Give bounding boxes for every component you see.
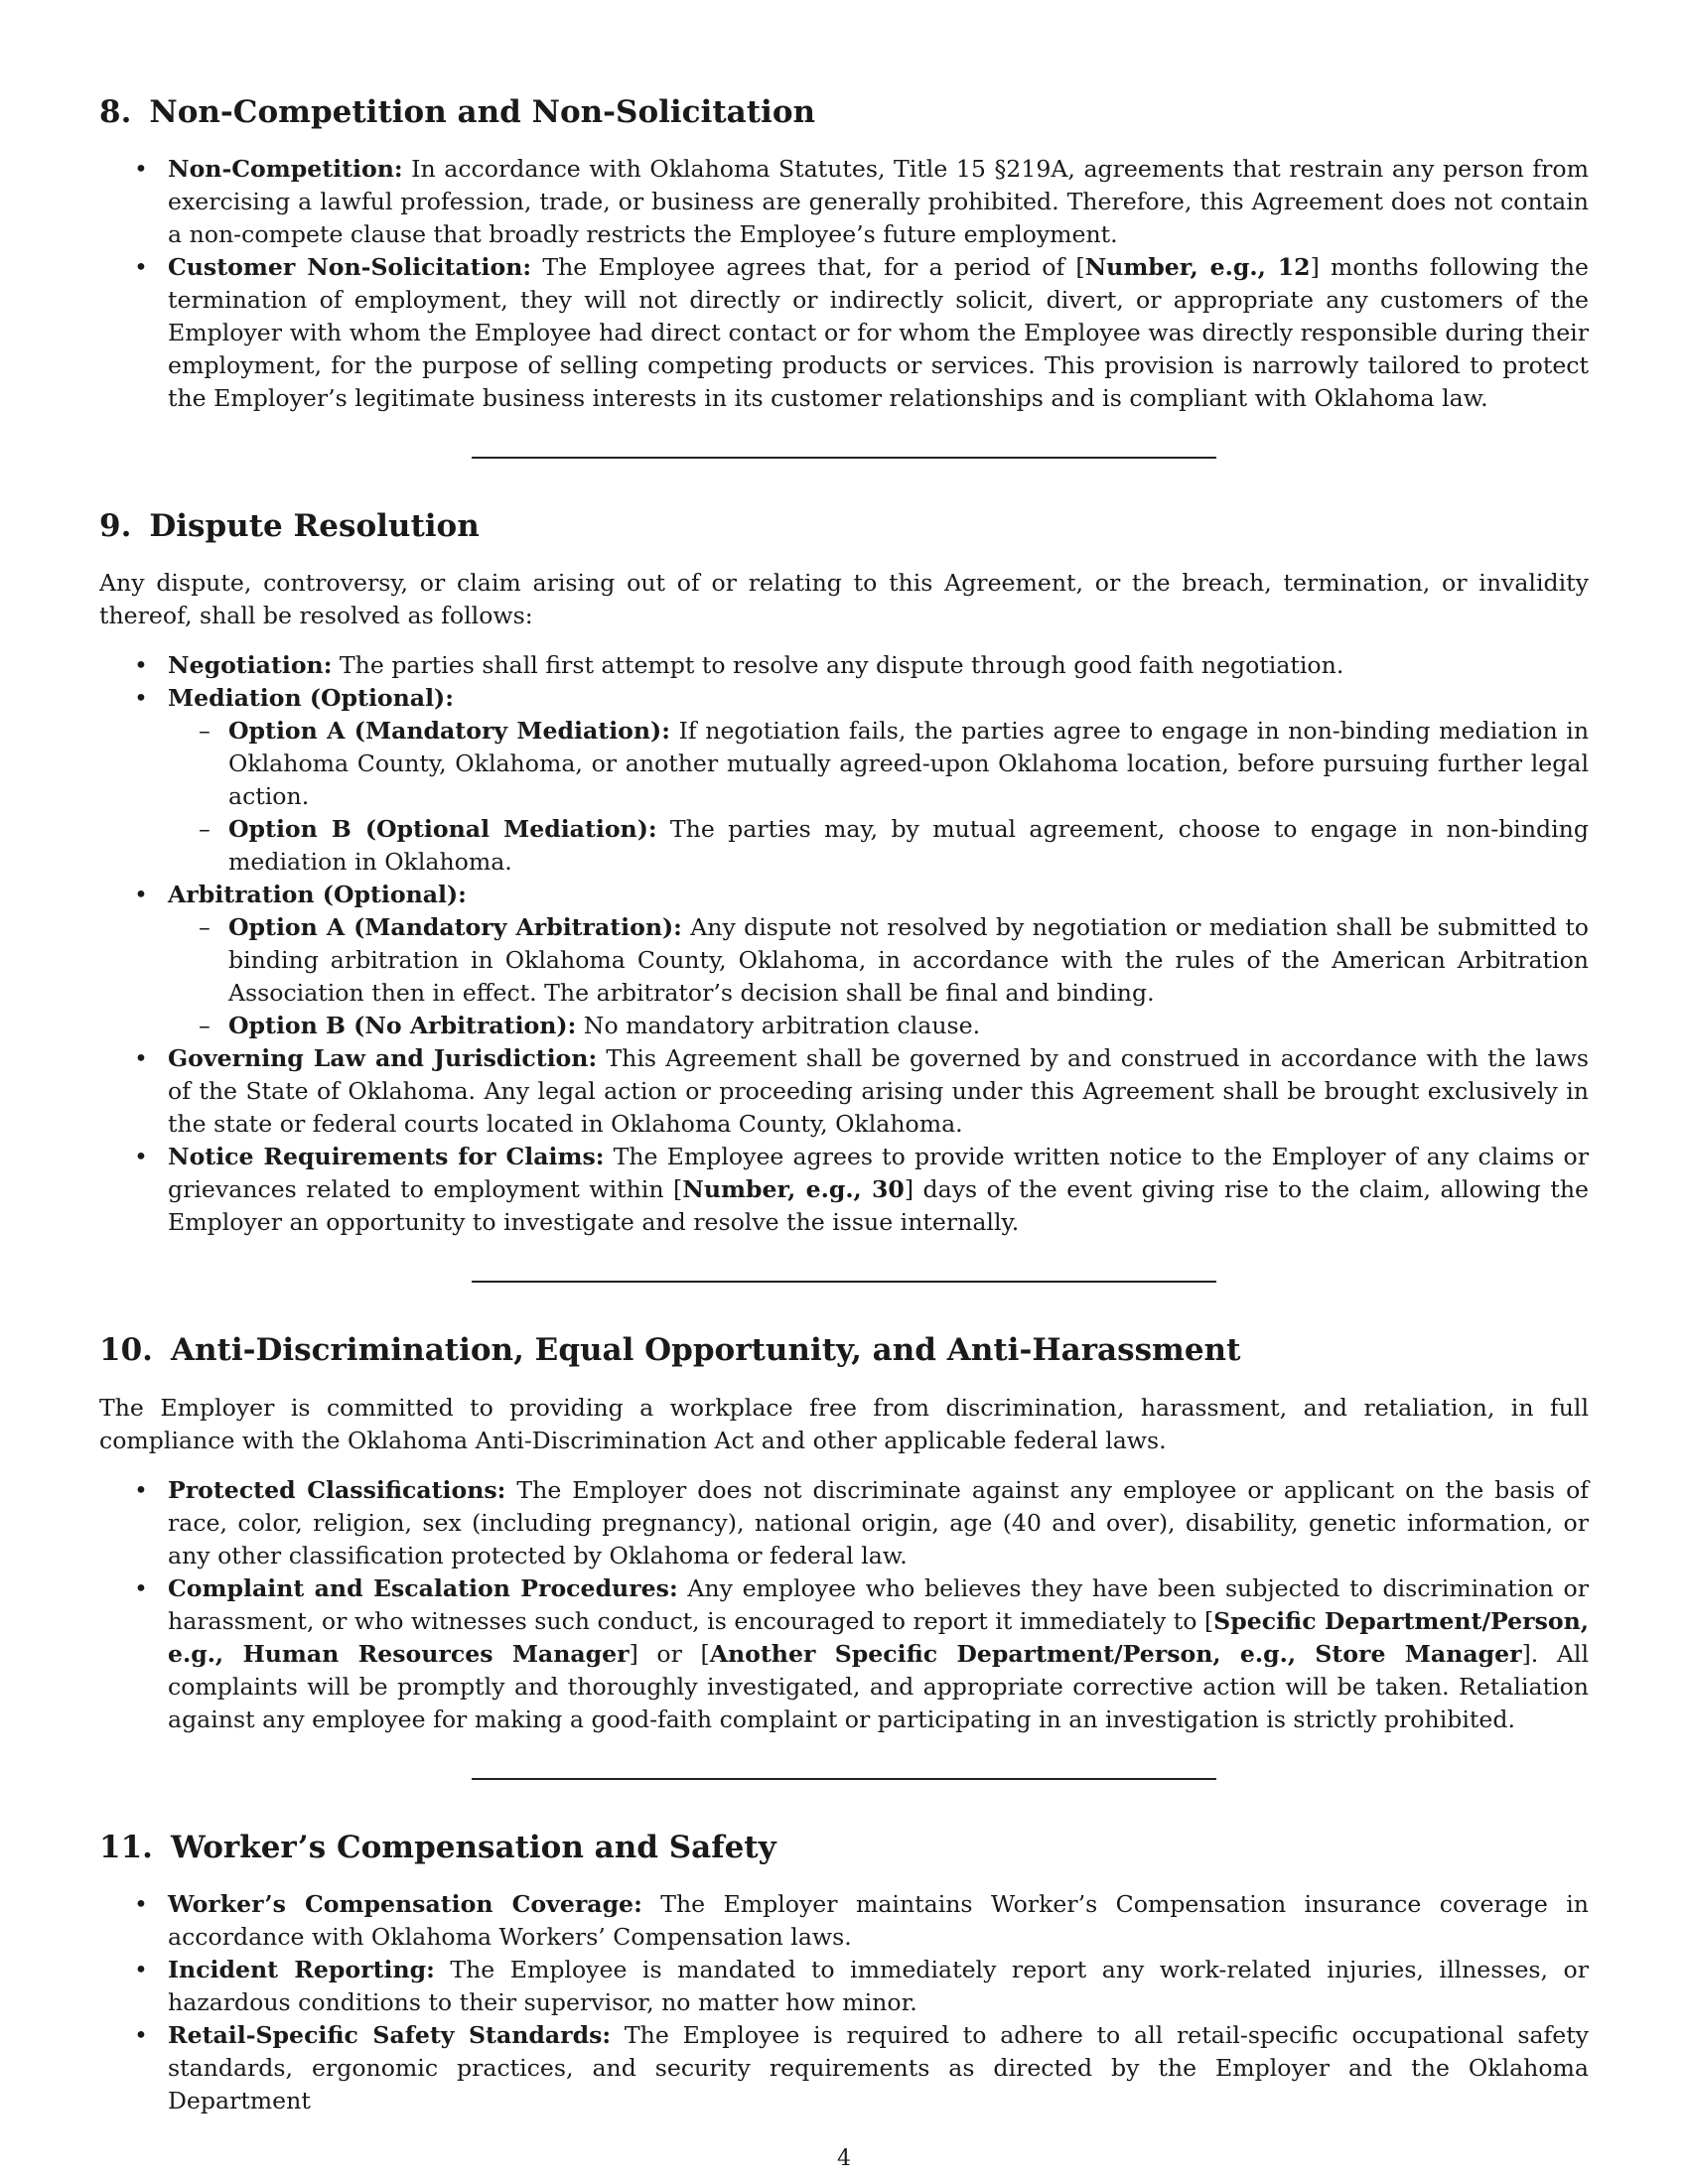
sub-list-item: – Option A (Mandatory Arbitration): Any dispute not resolved by negotiation or mediation shall be submitted to binding arbitration in Oklahoma County, Oklahoma, in accordance with the rules of the American Arbitration Association then in effect. The arbitrator’s decision shall be final and binding. — [168, 911, 1589, 1010]
placeholder: Number, e.g., 12 — [1084, 253, 1311, 282]
list-item: • Retail-Specific Safety Standards: The Employee is required to adhere to all retail-specific occupational safety standards, ergonomic practices, and security requirements as directed by the Employer and the Oklahoma Department — [99, 2019, 1589, 2117]
list-item: • Incident Reporting: The Employee is mandated to immediately report any work-related injuries, illnesses, or hazardous conditions to their supervisor, no matter how minor. — [99, 1954, 1589, 2019]
list-item: • Mediation (Optional): – Option A (Mandatory Mediation): If negotiation fails, the parties agree to engage in non-binding mediation in Oklahoma County, Oklahoma, or another mutually agreed-upon Oklahoma location, before pursuing further legal action. – Option B (Optional Mediation): The parties may, by mutual agreement, choose to engage in non-binding mediation in Oklahoma. — [99, 682, 1589, 879]
list-item: • Protected Classifications: The Employer does not discriminate against any employee or applicant on the basis of race, color, religion, sex (including pregnancy), national origin, age (40 and over), disability, genetic information, or any other classification protected by Oklahoma or federal law. — [99, 1474, 1589, 1572]
section-9 — [99, 508, 1589, 1283]
list-item: • Non-Competition: In accordance with Oklahoma Statutes, Title 15 §219A, agreements that restrain any person from exercising a lawful profession, trade, or business are generally prohibited. Therefore, this Agreement does not contain a non-compete clause that broadly restricts the Employee’s future employment. — [99, 153, 1589, 251]
sub-list — [168, 715, 1589, 879]
placeholder: Another Specific Department/Person, e.g., Store Manager — [709, 1639, 1522, 1668]
document-page — [99, 94, 1589, 2117]
list-item: • Negotiation: The parties shall first attempt to resolve any dispute through good faith negotiation. — [99, 649, 1589, 682]
bullet-list — [99, 153, 1589, 415]
list-item: • Governing Law and Jurisdiction: This Agreement shall be governed by and construed in accordance with the laws of the State of Oklahoma. Any legal action or proceeding arising under this Agreement shall be brought exclusively in the state or federal courts located in Oklahoma County, Oklahoma. — [99, 1042, 1589, 1141]
section-11 — [99, 1830, 1589, 2117]
placeholder: Specific Department/Person, e.g., Human Resources Manager — [168, 1606, 1589, 1668]
list-item: • Notice Requirements for Claims: The Employee agrees to provide written notice to the Employer of any claims or grievances related to employment within [Number, e.g., 30] days of the event giving rise to the claim, allowing the Employer an opportunity to investigate and resolve the issue internally. — [99, 1141, 1589, 1239]
page-number: 4 — [837, 2146, 851, 2171]
section-heading: 10. Anti-Discrimination, Equal Opportunity, and Anti-Harassment — [99, 1332, 1241, 1369]
section-heading: 8. Non-Competition and Non-Solicitation — [99, 94, 816, 130]
section-8 — [99, 94, 1589, 459]
sub-list-item: – Option A (Mandatory Mediation): If negotiation fails, the parties agree to engage in non-binding mediation in Oklahoma County, Oklahoma, or another mutually agreed-upon Oklahoma location, before pursuing further legal action. — [168, 715, 1589, 813]
sub-list-item: – Option B (Optional Mediation): The parties may, by mutual agreement, choose to engage in non-binding mediation in Oklahoma. — [168, 813, 1589, 879]
list-item: • Complaint and Escalation Procedures: Any employee who believes they have been subjected to discrimination or harassment, or who witnesses such conduct, is encouraged to report it immediately to [Specific Department/Person, e.g., Human Resources Manager] or [Another Specific Department/Person, e.g., Store Manager]. All complaints will be promptly and thoroughly investigated, and appropriate corrective action will be taken. Retaliation against any employee for making a good-faith complaint or participating in an investigation is strictly prohibited. — [99, 1572, 1589, 1736]
section-10 — [99, 1332, 1589, 1779]
bullet-list — [99, 649, 1589, 1239]
sub-list — [168, 911, 1589, 1042]
section-divider — [472, 457, 1216, 459]
section-intro: The Employer is committed to providing a workplace free from discrimination, harassment, and retaliation, in full compliance with the Oklahoma Anti-Discrimination Act and other applicable federal laws. — [99, 1393, 1589, 1454]
list-item: • Worker’s Compensation Coverage: The Employer maintains Worker’s Compensation insurance coverage in accordance with Oklahoma Workers’ Compensation laws. — [99, 1888, 1589, 1954]
sub-list-item: – Option B (No Arbitration): No mandatory arbitration clause. — [168, 1010, 1589, 1042]
placeholder: Number, e.g., 30 — [682, 1175, 905, 1204]
section-divider — [472, 1778, 1216, 1780]
bullet-list — [99, 1474, 1589, 1736]
section-divider — [472, 1281, 1216, 1283]
bullet-list — [99, 1888, 1589, 2117]
section-heading: 9. Dispute Resolution — [99, 508, 480, 545]
list-item: • Customer Non-Solicitation: The Employee agrees that, for a period of [Number, e.g., 12] months following the termination of employment, they will not directly or indirectly solicit, divert, or appropriate any customers of the Employer with whom the Employee had direct contact or for whom the Employee was directly responsible during their employment, for the purpose of selling competing products or services. This provision is narrowly tailored to protect the Employer’s legitimate business interests in its customer relationships and is compliant with Oklahoma law. — [99, 251, 1589, 415]
section-heading: 11. Worker’s Compensation and Safety — [99, 1829, 776, 1865]
section-intro: Any dispute, controversy, or claim arising out of or relating to this Agreement, or the breach, termination, or invalidity thereof, shall be resolved as follows: — [99, 569, 1589, 630]
list-item: • Arbitration (Optional): – Option A (Mandatory Arbitration): Any dispute not resolved by negotiation or mediation shall be submitted to binding arbitration in Oklahoma County, Oklahoma, in accordance with the rules of the American Arbitration Association then in effect. The arbitrator’s decision shall be final and binding. – Option B (No Arbitration): No mandatory arbitration clause. — [99, 879, 1589, 1042]
